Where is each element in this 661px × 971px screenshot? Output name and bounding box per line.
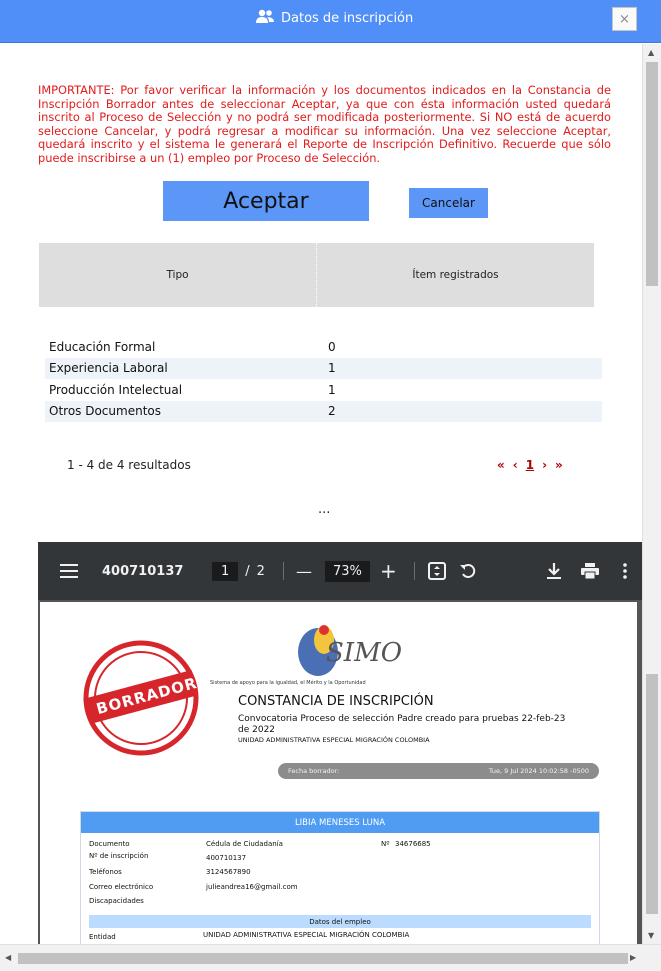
- fecha-label: Fecha borrador:: [288, 767, 340, 775]
- modal-title-text: Datos de inscripción: [281, 10, 414, 26]
- correo-label: Correo electrónico: [89, 883, 154, 891]
- stamp-text: BORRADOR: [94, 673, 200, 719]
- documento-value: Cédula de Ciudadanía: [206, 840, 283, 848]
- cell-items: 2: [328, 404, 336, 419]
- warning-text: IMPORTANTE: Por favor verificar la información y los documentos indicados en la Constancia de Inscripción Borrador antes de seleccionar Aceptar, ya que con ésta información usted quedará inscrito al Proceso de Selección y no podrá ser modificada posteriormente. Si NO está de acuerdo seleccione Cancelar, y podrá regresar a modificar su información. Una vez seleccione Aceptar, quedará inscrito y el sistema le generará el Reporte de Inscripción Definitivo. Recuerde que sólo puede inscribirse a un (1) empleo por Proceso de Selección.: [38, 83, 611, 165]
- pdf-toolbar: [38, 542, 642, 600]
- empleo-header: Datos del empleo: [89, 915, 591, 928]
- download-icon[interactable]: [546, 542, 562, 600]
- telefonos-value: 3124567890: [206, 868, 251, 876]
- table-row: [45, 401, 602, 423]
- applicant-card: [80, 811, 600, 944]
- scroll-right-icon[interactable]: ▶: [630, 953, 637, 962]
- fecha-borrador-bar: [278, 763, 599, 779]
- discapacidades-label: Discapacidades: [89, 897, 144, 905]
- cell-tipo: Experiencia Laboral: [49, 361, 168, 376]
- more-options-icon[interactable]: [623, 542, 627, 600]
- modal-title: [255, 9, 413, 27]
- borrador-stamp: [83, 640, 199, 756]
- zoom-in-button[interactable]: +: [380, 559, 397, 583]
- page-separator: /: [245, 563, 250, 579]
- table-body: [45, 336, 602, 422]
- horizontal-scroll-thumb[interactable]: [18, 953, 628, 964]
- prev-page-button[interactable]: ‹: [512, 458, 518, 472]
- numero-value: 34676685: [395, 840, 431, 848]
- cell-tipo: Educación Formal: [49, 339, 156, 354]
- modal-header: [0, 0, 661, 43]
- scroll-down-icon[interactable]: ▼: [648, 931, 655, 940]
- numero-label: Nº: [381, 840, 390, 848]
- rotate-icon[interactable]: [459, 542, 477, 600]
- table-row: [45, 379, 602, 401]
- entity-text: UNIDAD ADMINISTRATIVA ESPECIAL MIGRACIÓN COLOMBIA: [238, 736, 430, 744]
- correo-value: julieandrea16@gmail.com: [206, 883, 298, 891]
- entidad-value: UNIDAD ADMINISTRATIVA ESPECIAL MIGRACIÓN COLOMBIA: [203, 931, 410, 939]
- modal-body: [0, 44, 642, 944]
- column-header-items[interactable]: Ítem registrados: [412, 269, 499, 281]
- next-page-button[interactable]: ›: [542, 458, 548, 472]
- first-page-button[interactable]: «: [497, 458, 505, 472]
- pdf-page: [40, 602, 637, 944]
- zoom-out-button[interactable]: —: [296, 561, 312, 581]
- page-indicator: [212, 542, 265, 600]
- close-button[interactable]: ×: [612, 7, 637, 31]
- page-total: 2: [256, 563, 265, 579]
- cell-tipo: Producción Intelectual: [49, 382, 183, 397]
- ellipsis: ...: [318, 502, 331, 517]
- pagination: [497, 458, 563, 472]
- zoom-input[interactable]: 73%: [325, 561, 370, 582]
- cell-items: 1: [328, 382, 336, 397]
- fecha-value: Tue, 9 Jul 2024 10:02:58 -0500: [488, 767, 589, 775]
- last-page-button[interactable]: »: [555, 458, 563, 472]
- inscripcion-value: 400710137: [206, 854, 247, 862]
- fit-page-icon[interactable]: [428, 542, 446, 600]
- print-icon[interactable]: [581, 542, 599, 600]
- inner-scroll-thumb[interactable]: [646, 674, 658, 914]
- accept-button[interactable]: Aceptar: [163, 181, 369, 221]
- logo-tagline: Sistema de apoyo para la igualdad, el Mérito y la Oportunidad: [210, 680, 366, 686]
- applicant-name: LIBIA MENESES LUNA: [81, 812, 599, 833]
- vertical-scroll-thumb[interactable]: [646, 62, 658, 286]
- cell-items: 1: [328, 361, 336, 376]
- cell-tipo: Otros Documentos: [49, 404, 161, 419]
- menu-icon[interactable]: [60, 542, 78, 600]
- pdf-doc-title: 400710137: [102, 563, 184, 579]
- table-row: [45, 358, 602, 380]
- table-row: [45, 336, 602, 358]
- documento-label: Documento: [89, 840, 130, 848]
- current-page[interactable]: 1: [525, 458, 535, 472]
- simo-logo: [296, 620, 403, 684]
- scroll-up-icon[interactable]: ▲: [648, 48, 655, 57]
- users-icon: [255, 9, 275, 27]
- vertical-scrollbar[interactable]: [642, 44, 661, 944]
- document-title: CONSTANCIA DE INSCRIPCIÓN: [238, 694, 434, 709]
- pdf-viewer: [38, 542, 642, 944]
- page-number-input[interactable]: 1: [212, 562, 238, 581]
- entidad-label: Entidad: [89, 933, 116, 941]
- inscripcion-label: Nº de inscripción: [89, 852, 149, 860]
- horizontal-scrollbar[interactable]: [0, 944, 661, 971]
- logo-text: SIMO: [326, 638, 403, 668]
- pagination-summary: 1 - 4 de 4 resultados: [67, 458, 191, 472]
- column-header-tipo[interactable]: Tipo: [39, 243, 317, 307]
- scroll-left-icon[interactable]: ◀: [5, 953, 12, 962]
- convocatoria-text: Convocatoria Proceso de selección Padre creado para pruebas 22-feb-23 de 2022: [238, 714, 566, 735]
- telefonos-label: Teléfonos: [89, 868, 122, 876]
- cell-items: 0: [328, 339, 336, 354]
- table-header: [39, 243, 594, 307]
- cancel-button[interactable]: Cancelar: [409, 188, 488, 218]
